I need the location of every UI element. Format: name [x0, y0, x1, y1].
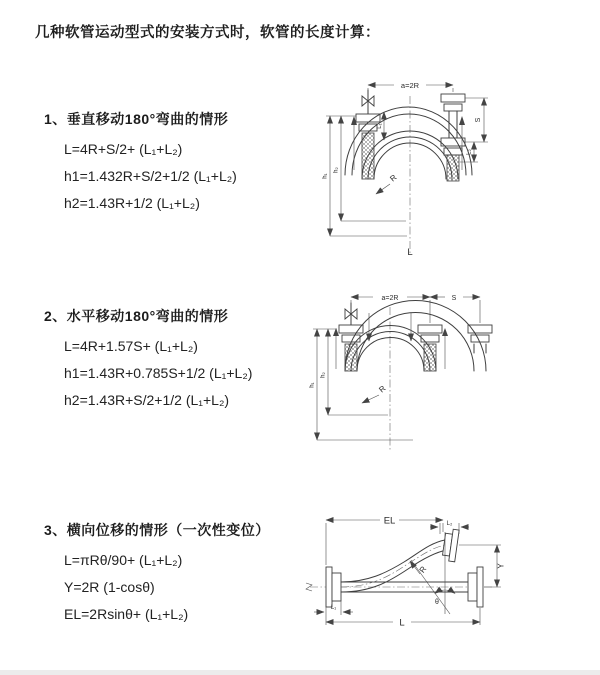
dim-label-l-total: L: [407, 247, 413, 258]
dim-label-l1: L₁: [377, 123, 383, 129]
dim-s: [430, 295, 480, 323]
dim-label-a2r: a=2R: [400, 81, 420, 90]
dim-s: [465, 98, 488, 142]
dim-label-l1: L₁: [330, 605, 337, 611]
section-vertical-move: [44, 109, 237, 210]
valve-symbol: [362, 90, 374, 114]
dim-label-r: R: [417, 564, 429, 575]
radius-callout: [376, 173, 399, 194]
page-bottom-edge: [0, 670, 600, 675]
radius-callout: [410, 561, 428, 575]
right-fitting-moved: [468, 325, 492, 353]
formula-line: EL=2Rsinθ+ (L₁+L₂): [64, 605, 189, 622]
s-curved-hose: [341, 540, 447, 592]
hose-u-bend-moved: [345, 301, 486, 372]
dim-label-h1: h₁: [309, 382, 316, 388]
dim-label-l-total: L: [399, 617, 405, 629]
dim-label-el: EL: [383, 515, 396, 527]
radius-callout: [362, 384, 388, 403]
diagram-vertical-180-bend: [310, 70, 590, 258]
dim-l2: [430, 521, 469, 534]
dim-label-r: R: [388, 172, 399, 184]
formula-line: L=4R+1.57S+ (L₁+L₂): [64, 337, 198, 354]
section-horizontal-move: [44, 306, 252, 407]
formula-line: L=4R+S/2+ (L₁+L₂): [64, 140, 183, 157]
section-heading: 1、垂直移动180°弯曲的情形: [44, 111, 229, 127]
formula-line: h1=1.43R+0.785S+1/2 (L₁+L₂): [64, 364, 253, 381]
formula-line: h2=1.43R+1/2 (L₁+L₂): [64, 194, 200, 211]
diagram-horizontal-180-bend: [303, 283, 593, 463]
dim-label-a2r: a=2R: [381, 295, 399, 302]
dim-a2r: [368, 81, 453, 93]
upper-flange: [442, 528, 459, 561]
dim-label-theta: θ: [435, 599, 439, 606]
formula-line: h2=1.43R+S/2+1/2 (L₁+L₂): [64, 391, 230, 408]
formula-line: Y=2R (1-cosθ): [64, 578, 155, 595]
dim-label-h2: h₂: [320, 372, 327, 378]
dim-label-l2: L₂: [466, 149, 473, 155]
diagram-lateral-displacement: [298, 502, 598, 632]
dim-a2r: [351, 295, 430, 323]
section-heading: 3、横向位移的情形（一次性变位）: [44, 522, 270, 538]
valve-symbol: [345, 303, 357, 325]
dim-label-s: S: [451, 295, 457, 302]
dim-label-l2: L₂: [446, 521, 453, 527]
dim-label-h1: h₁: [322, 173, 329, 179]
dim-label-s: S: [475, 117, 482, 123]
section-heading: 2、水平移动180°弯曲的情形: [44, 308, 229, 324]
dim-l: [326, 608, 480, 629]
section-lateral-displacement: [44, 520, 270, 621]
dim-el: [326, 516, 443, 566]
dim-h1: [310, 329, 414, 440]
dim-label-r: R: [377, 383, 388, 395]
left-flange: [326, 567, 341, 607]
formula-line: h1=1.432R+S/2+1/2 (L₁+L₂): [64, 167, 237, 184]
formula-line: L=πRθ/90+ (L₁+L₂): [64, 551, 183, 568]
page-title: 几种软管运动型式的安装方式时，软管的长度计算：: [35, 25, 380, 41]
dim-label-y: Y: [496, 563, 506, 569]
dim-label-h2: h₂: [333, 167, 340, 173]
dim-l1: [314, 600, 353, 615]
